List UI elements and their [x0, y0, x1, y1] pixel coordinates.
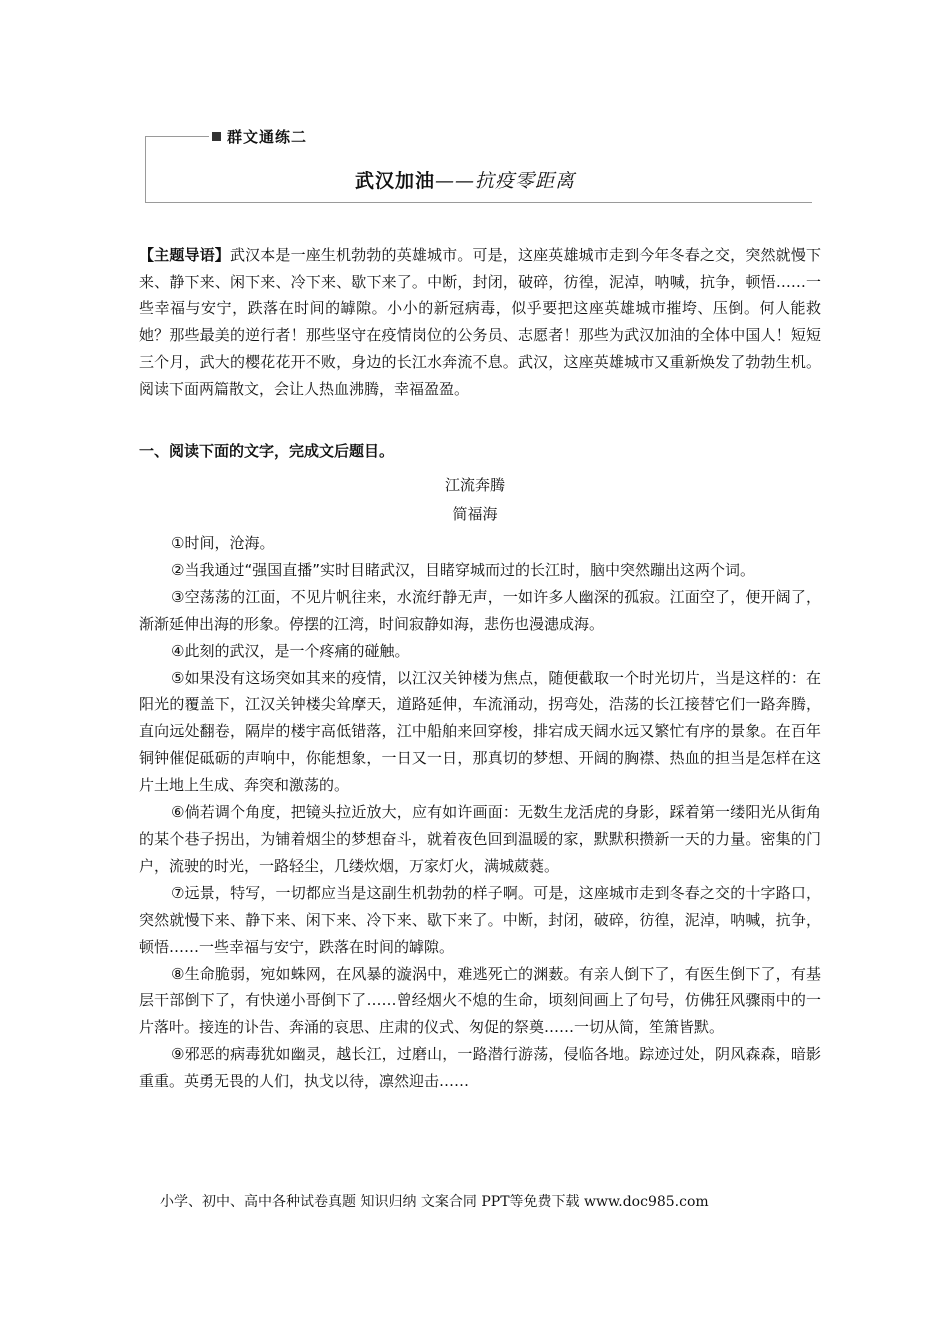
page-title: [355, 166, 575, 193]
section-label-text: 群文通练二: [227, 128, 308, 146]
article-paragraph: ⑥倘若调个角度，把镜头拉近放大，应有如许画面：无数生龙活虎的身影，踩着第一缕阳光从街角的某个巷子拐出，为铺着烟尘的梦想奋斗，就着夜色回到温暖的家，默默积攒新一天的力量。密集的门户，流驶的时光，一路轻尘，几缕炊烟，万家灯火，满城葳蕤。: [139, 803, 821, 875]
page-title-main: 武汉加油: [355, 170, 436, 192]
article-paragraph: ③空荡荡的江面，不见片帆往来，水流纡静无声，一如许多人幽深的孤寂。江面空了，便开阔了，渐渐延伸出海的形象。停摆的江湾，时间寂静如海，悲伤也漫漶成海。: [139, 587, 821, 633]
article-author: 简福海: [452, 505, 498, 523]
theme-intro-label: 【主题导语】: [139, 246, 230, 264]
article-paragraph: ④此刻的武汉，是一个疼痛的碰触。: [171, 641, 410, 660]
article-body: [139, 530, 821, 1095]
article-paragraph: ⑦远景，特写，一切都应当是这副生机勃勃的样子啊。可是，这座城市走到冬春之交的十字路口，突然就慢下来、静下来、闲下来、冷下来、歇下来了。中断，封闭，破碎，彷徨，泥淖，呐喊，抗争，顿悟……一些幸福与安宁，跌落在时间的罅隙。: [139, 883, 821, 956]
article-paragraph: ⑤如果没有这场突如其来的疫情，以江汉关钟楼为焦点，随便截取一个时光切片，当是这样的：在阳光的覆盖下，江汉关钟楼尖耸摩天，道路延伸，车流涌动，拐弯处，浩荡的长江接替它们一路奔腾，直向远处翻卷，隔岸的楼宇高低错落，江中船舶来回穿梭，排宕成天阔水远又繁忙有序的景象。在百年铜钟催促砥砺的声响中，你能想象，一日又一日，那真切的梦想、开阔的胸襟、热血的担当是怎样在这片土地上生成、奔突和激荡的。: [139, 668, 821, 795]
page-footer: 小学、初中、高中各种试卷真题 知识归纳 文案合同 PPT等免费下载 www.doc985.com: [160, 1194, 709, 1210]
article-title: 江流奔腾: [444, 476, 505, 494]
square-bullet-icon: [212, 132, 221, 141]
theme-intro: [139, 242, 821, 402]
question-heading: 一、阅读下面的文字，完成文后题目。: [139, 442, 395, 460]
article-paragraph: ⑨邪恶的病毒犹如幽灵，越长江，过磨山，一路潜行游荡，侵临各地。踪迹过处，阴风森森，暗影重重。英勇无畏的人们，执戈以待，凛然迎击……: [139, 1045, 821, 1091]
section-label: [212, 126, 307, 147]
article-paragraph: ①时间，沧海。: [171, 534, 275, 552]
article-paragraph: ⑧生命脆弱，宛如蛛网，在风暴的漩涡中，难逃死亡的渊薮。有亲人倒下了，有医生倒下了，有基层干部倒下了，有快递小哥倒下了……曾经烟火不熄的生命，顷刻间画上了句号，仿佛狂风骤雨中的一片落叶。接连的讣告、奔涌的哀思、庄肃的仪式、匆促的祭奠……一切从简，笙箫皆默。: [139, 964, 821, 1037]
page-title-sub: ——抗疫零距离: [435, 170, 576, 192]
theme-intro-text: 武汉本是一座生机勃勃的英雄城市。可是，这座英雄城市走到今年冬春之交，突然就慢下来、静下来、闲下来、冷下来、歇下来了。中断，封闭，破碎，彷徨，泥淖，呐喊，抗争，顿悟……一些幸福与安宁，跌落在时间的罅隙。小小的新冠病毒，似乎要把这座英雄城市摧垮、压倒。何人能救她？那些最美的逆行者！那些坚守在疫情岗位的公务员、志愿者！那些为武汉加油的全体中国人！短短三个月，武大的樱花花开不败，身边的长江水奔流不息。武汉，这座英雄城市又重新焕发了勃勃生机。阅读下面两篇散文，会让人热血沸腾，幸福盈盈。: [139, 246, 821, 398]
article-paragraph: ②当我通过“强国直播”实时目睹武汉，目睹穿城而过的长江时，脑中突然蹦出这两个词。: [171, 560, 755, 579]
